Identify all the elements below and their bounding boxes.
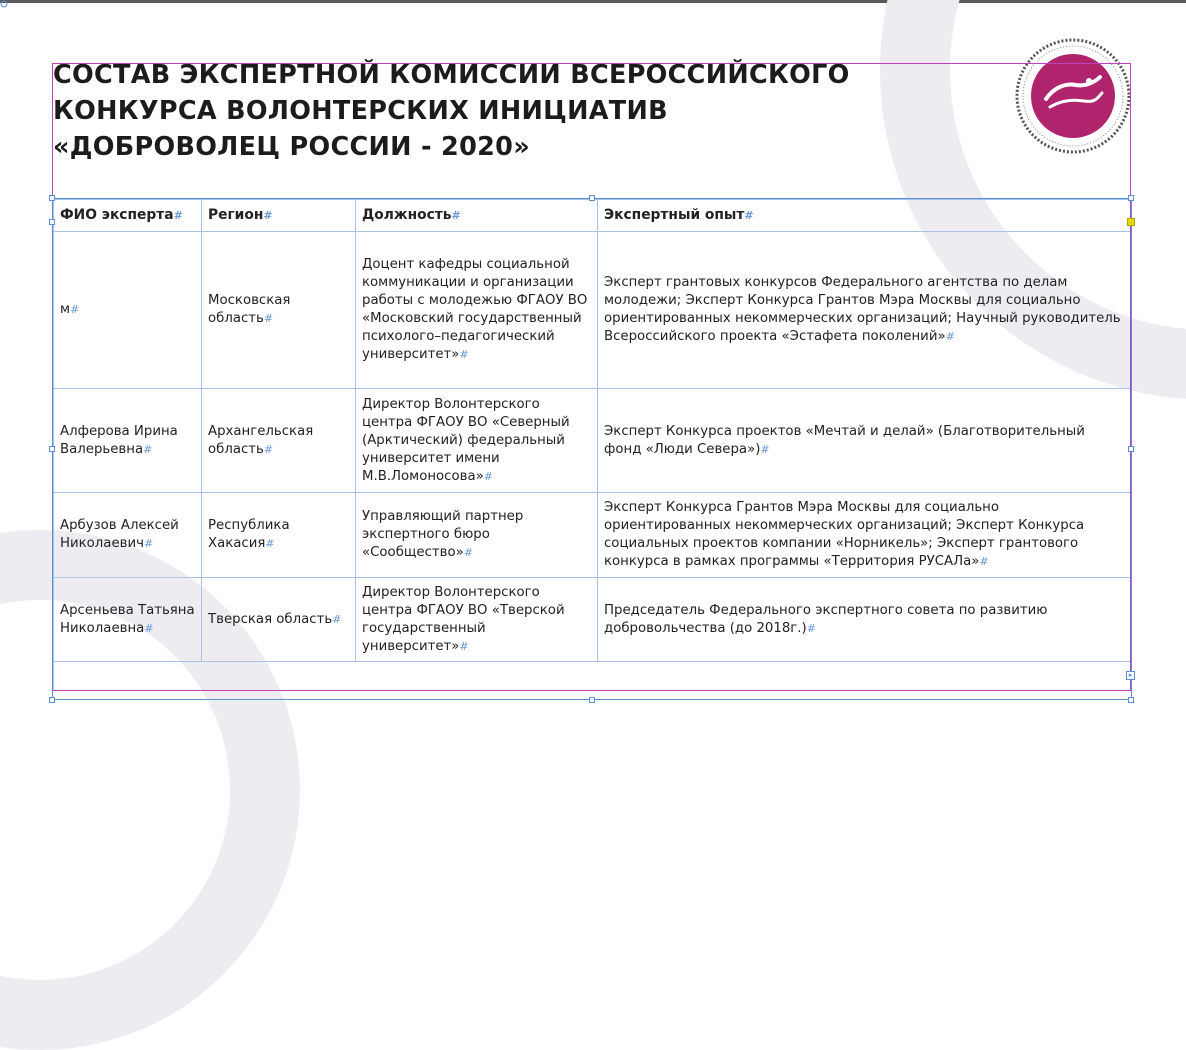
cell-position[interactable]: Доцент кафедры социальной коммуникации и организации работы с молодежью ФГАОУ ВО «Московский государственный психолого–педагогический университет»# [356,232,598,389]
live-corner-handle[interactable] [1127,218,1135,226]
document-corner-icon [0,0,10,8]
cell-position[interactable]: Управляющий партнер экспертного бюро «Сообщество»# [356,493,598,578]
cell-experience[interactable]: Эксперт грантовых конкурсов Федерального агентства по делам молодежи; Эксперт Конкурса Грантов Мэра Москвы для социально ориентированных некоммерческих организаций; Научный руководитель Всероссийского проекта «Эстафета поколений»# [598,232,1132,389]
cell-name[interactable]: м# [54,232,202,389]
cell-experience[interactable]: Председатель Федерального экспертного совета по развитию добровольчества (до 2018г.)# [598,578,1132,662]
cell-name[interactable]: Алферова Ирина Валерьевна# [54,389,202,493]
column-header-region: Регион# [202,200,356,232]
cell-name[interactable]: Арсеньева Татьяна Николаевна# [54,578,202,662]
empty-cell[interactable] [54,662,1132,691]
table-row [54,389,1132,493]
resize-handle-bottom-right[interactable] [1128,697,1134,703]
cell-region[interactable]: Московская область# [202,232,356,389]
cell-region[interactable]: Архангельская область# [202,389,356,493]
title-line-2: КОНКУРСА ВОЛОНТЕРСКИХ ИНИЦИАТИВ [53,96,668,126]
resize-handle-top-right[interactable] [1128,195,1134,201]
cell-experience[interactable]: Эксперт Конкурса проектов «Мечтай и делай» (Благотворительный фонд «Люди Севера»)# [598,389,1132,493]
cell-position[interactable]: Директор Волонтерского центра ФГАОУ ВО «Тверской государственный университет»# [356,578,598,662]
table-row [54,232,1132,389]
volunteer-russia-seal-icon [1014,37,1132,155]
cell-position[interactable]: Директор Волонтерского центра ФГАОУ ВО «Северный (Арктический) федеральный университет имени М.В.Ломоносова»# [356,389,598,493]
page-title [53,57,850,165]
title-line-3: «ДОБРОВОЛЕЦ РОССИИ - 2020» [53,132,530,162]
table-row [54,578,1132,662]
inport-handle[interactable] [49,219,55,225]
table-header-row [54,200,1132,232]
resize-handle-bottom[interactable] [589,697,595,703]
resize-handle-top[interactable] [589,195,595,201]
column-header-name: ФИО эксперта# [54,200,202,232]
experts-table [53,199,1132,691]
cell-name[interactable]: Арбузов Алексей Николаевич# [54,493,202,578]
cell-region[interactable]: Республика Хакасия# [202,493,356,578]
table-row [54,493,1132,578]
title-line-1: СОСТАВ ЭКСПЕРТНОЙ КОМИССИИ ВСЕРОССИЙСКОГО [53,60,850,90]
table-row-empty [54,662,1132,691]
column-header-position: Должность# [356,200,598,232]
column-header-experience: Экспертный опыт# [598,200,1132,232]
outport-arrow-icon[interactable]: ▸ [1126,671,1135,680]
resize-handle-right[interactable] [1128,446,1134,452]
cell-experience[interactable]: Эксперт Конкурса Грантов Мэра Москвы для социально ориентированных некоммерческих организаций; Эксперт Конкурса социальных проектов компании «Норникель»; Эксперт грантового конкурса в рамках программы «Территория РУСАЛа»# [598,493,1132,578]
cell-region[interactable]: Тверская область# [202,578,356,662]
resize-handle-top-left[interactable] [49,195,55,201]
resize-handle-left[interactable] [49,446,55,452]
resize-handle-bottom-left[interactable] [49,697,55,703]
